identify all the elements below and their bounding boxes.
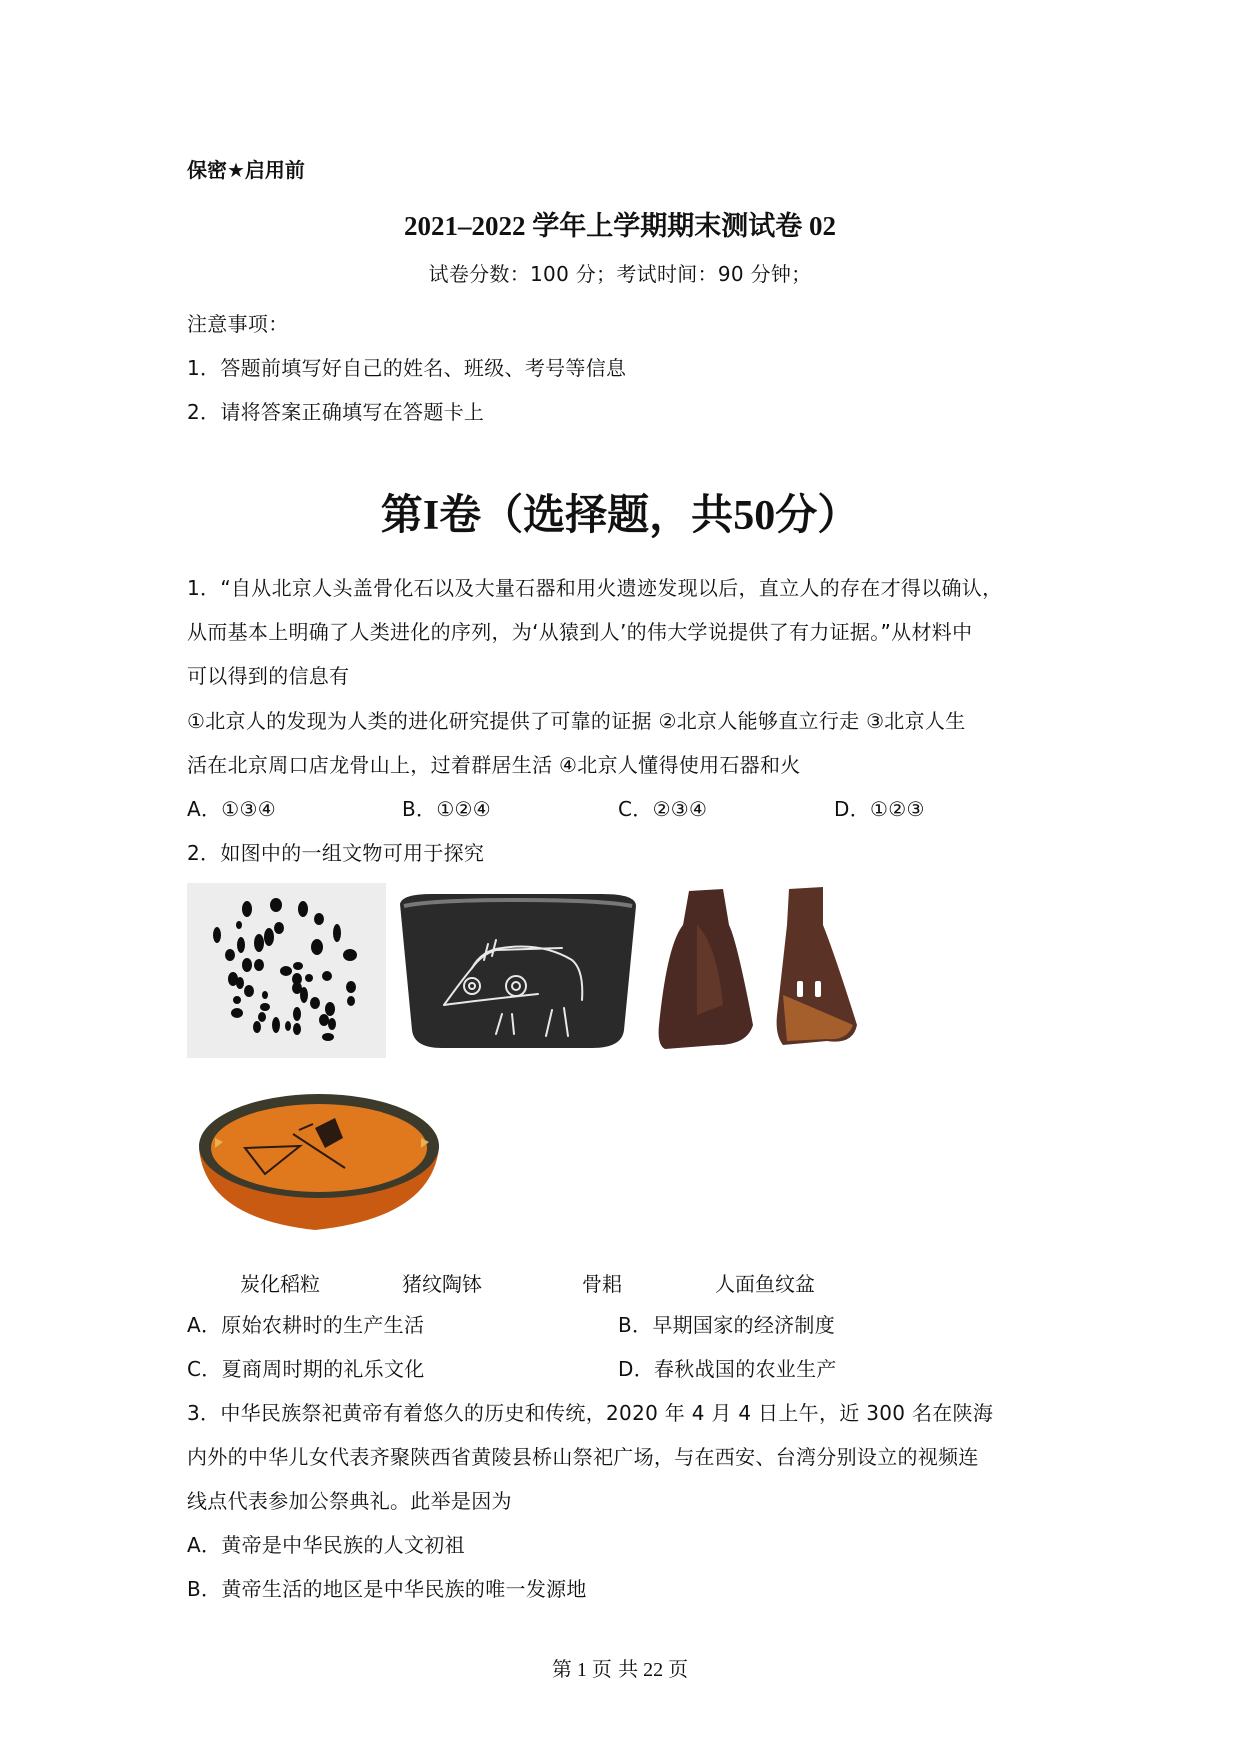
question-text-line: ①北京人的发现为人类的进化研究提供了可靠的证据 ②北京人能够直立行走 ③北京人生 [187,709,966,733]
image-caption: 骨耜 [582,1272,622,1296]
confidential-label: 保密★启用前 [187,158,305,182]
option-d[interactable]: D．①②③ [834,797,925,821]
option-b[interactable]: B．早期国家的经济制度 [618,1313,836,1337]
title-number: 02 [809,211,836,241]
question-text-line: 活在北京周口店龙骨山上，过着群居生活 ④北京人懂得使用石器和火 [187,753,801,777]
note-item: 2．请将答案正确填写在答题卡上 [187,400,485,424]
bone-spade-image [657,885,872,1053]
notes-heading: 注意事项： [187,312,289,336]
question-text-line: 线点代表参加公祭典礼。此举是因为 [187,1489,512,1513]
page-footer: 第 1 页 共 22 页 [551,1657,689,1681]
question-text-line: 2．如图中的一组文物可用于探究 [187,841,485,865]
image-caption: 人面鱼纹盆 [715,1272,815,1296]
question-text-line: 可以得到的信息有 [187,664,350,688]
question-text-line: 从而基本上明确了人类进化的序列，为‘从猿到人’的伟大学说提供了有力证据。”从材料中 [187,620,973,644]
option-b[interactable]: B．黄帝生活的地区是中华民族的唯一发源地 [187,1577,587,1601]
exam-title [0,204,1240,243]
section-heading: 第I卷（选择题，共50分） [380,490,860,539]
carbonized-rice-image [187,883,386,1058]
option-d[interactable]: D．春秋战国的农业生产 [618,1357,837,1381]
image-caption: 猪纹陶钵 [402,1272,482,1296]
question-text-line: 1．“自从北京人头盖骨化石以及大量石器和用火遗迹发现以后，直立人的存在才得以确认， [187,576,1003,600]
option-b[interactable]: B．①②④ [402,797,492,821]
option-a[interactable]: A．黄帝是中华民族的人文初祖 [187,1533,465,1557]
option-a[interactable]: A．原始农耕时的生产生活 [187,1313,425,1337]
pig-pattern-pottery-image [392,890,640,1052]
question-text-line: 3．中华民族祭祀黄帝有着悠久的历史和传统，2020 年 4 月 4 日上午，近 300 名在陕海 [187,1401,994,1425]
title-year: 2021–2022 [404,211,526,241]
exam-info: 试卷分数：100 分；考试时间：90 分钟； [428,262,812,286]
question-text-line: 内外的中华儿女代表齐聚陕西省黄陵县桥山祭祀广场，与在西安、台湾分别设立的视频连 [187,1445,979,1469]
option-c[interactable]: C．夏商周时期的礼乐文化 [187,1357,425,1381]
image-caption: 炭化稻粒 [240,1272,320,1296]
title-text: 学年上学期期末测试卷 [532,211,803,242]
option-a[interactable]: A．①③④ [187,797,276,821]
option-c[interactable]: C．②③④ [618,797,708,821]
fish-face-basin-image [195,1088,441,1236]
note-item: 1．答题前填写好自己的姓名、班级、考号等信息 [187,356,627,380]
